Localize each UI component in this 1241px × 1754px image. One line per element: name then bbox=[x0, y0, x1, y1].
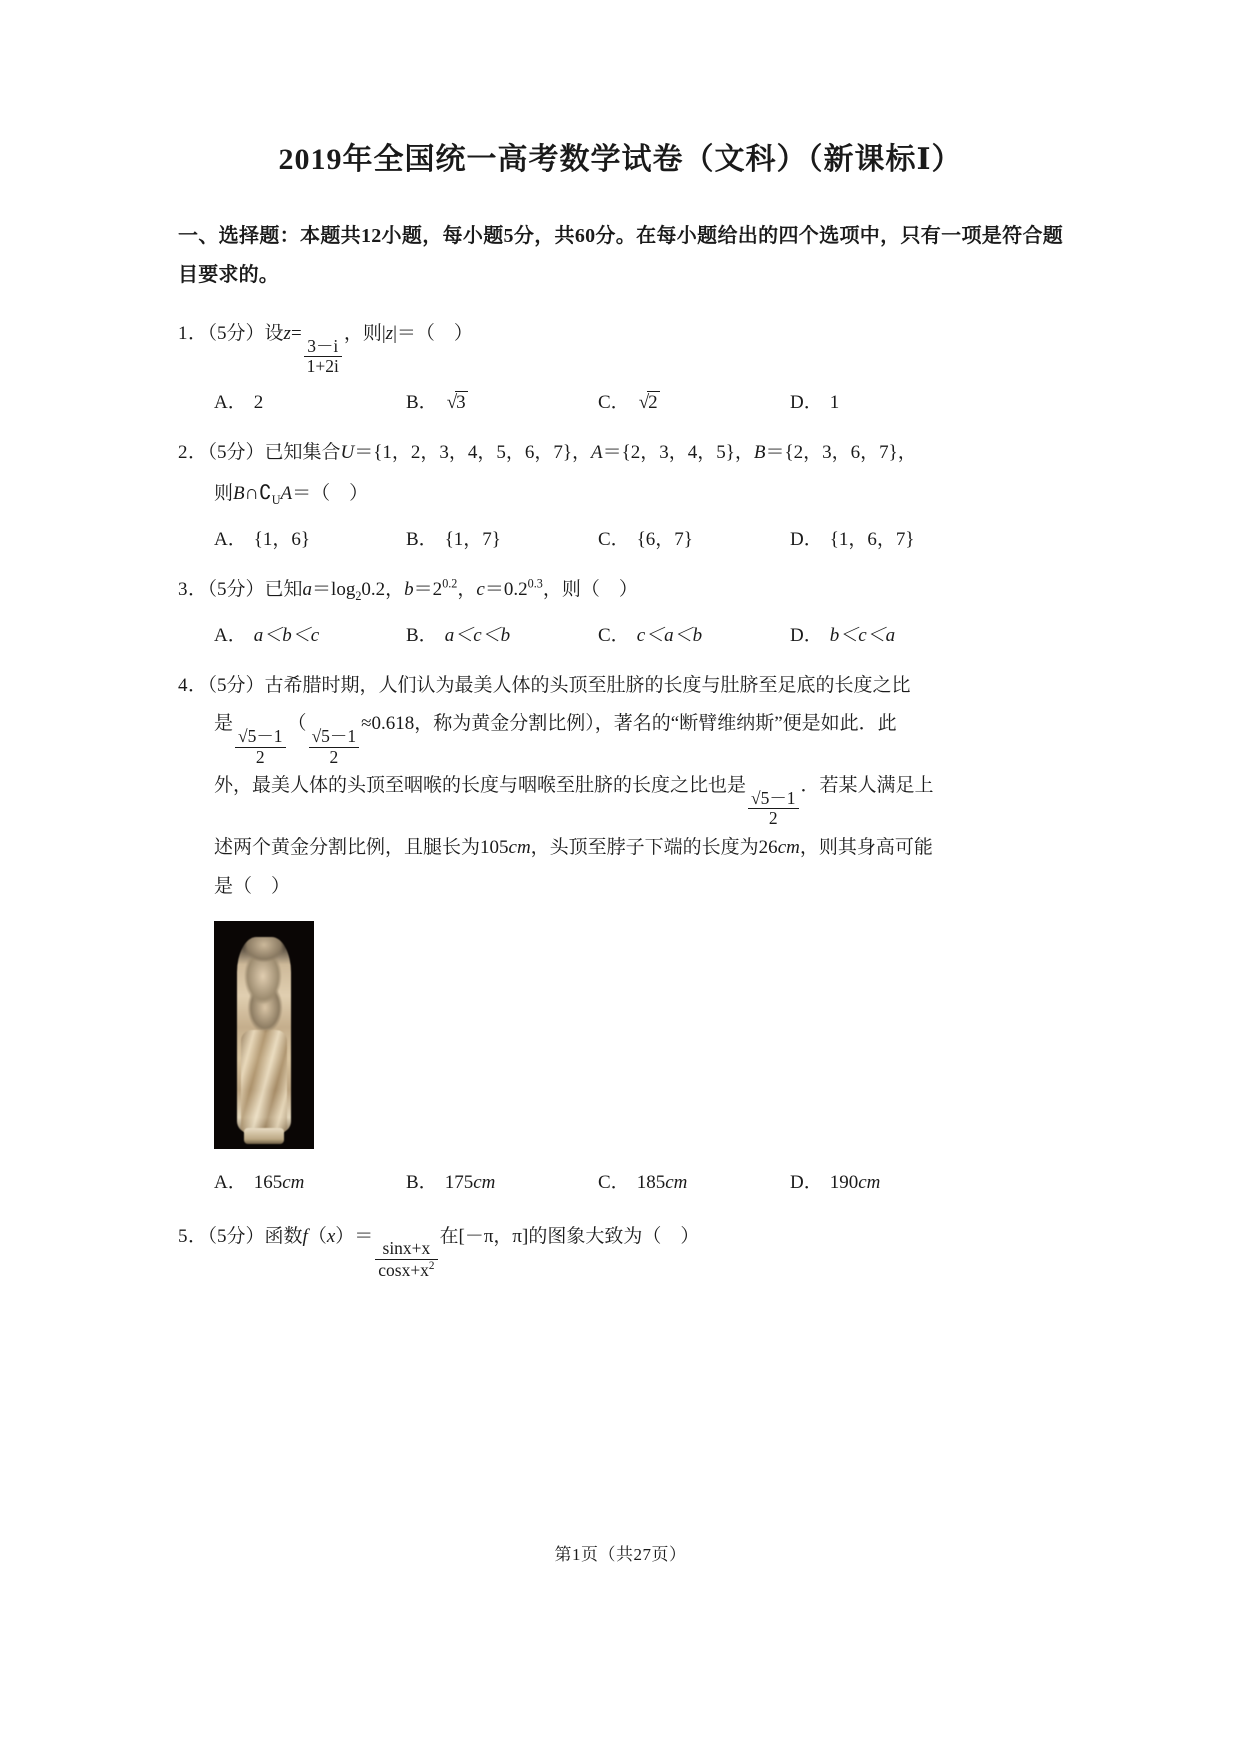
complement-icon: ∩∁ bbox=[244, 481, 272, 504]
question-1-option-c[interactable] bbox=[598, 387, 790, 414]
log-expression: ＝log bbox=[312, 578, 356, 600]
c-exponent: 0.3 bbox=[527, 576, 543, 591]
line2-tail: ＝（ ） bbox=[292, 482, 369, 504]
complement-subscript: U bbox=[271, 492, 281, 507]
paren-close-equals: ）＝ bbox=[335, 1225, 374, 1247]
option-text: c＜a＜b bbox=[636, 624, 703, 646]
venus-de-milo-image bbox=[214, 921, 314, 1149]
question-1-option-a[interactable] bbox=[214, 387, 406, 414]
golden-ratio-fraction-1 bbox=[235, 727, 286, 767]
fraction-denominator: 1+2i bbox=[306, 356, 339, 377]
question-5 bbox=[178, 1218, 1063, 1281]
question-4-option-b[interactable] bbox=[406, 1167, 598, 1194]
separator: ， bbox=[457, 578, 477, 600]
question-4-line4 bbox=[178, 829, 1063, 868]
b-exponent: 0.2 bbox=[442, 576, 458, 591]
option-text: 2 bbox=[253, 391, 264, 413]
question-3-tail: ，则（ ） bbox=[542, 578, 638, 600]
set-b-value: ＝{2，3，6，7}， bbox=[765, 441, 917, 463]
fraction-denominator bbox=[375, 1260, 437, 1280]
line2-set-a: A bbox=[280, 482, 293, 504]
option-text: a＜c＜b bbox=[444, 624, 511, 646]
fraction-numerator: sinx+x bbox=[375, 1239, 437, 1260]
denominator-base: cosx+x bbox=[378, 1259, 429, 1280]
option-label: B． bbox=[406, 528, 438, 550]
option-text: 165 bbox=[253, 1171, 283, 1193]
question-4-line5 bbox=[178, 868, 1063, 907]
question-1-option-d[interactable] bbox=[790, 387, 982, 414]
option-label: D． bbox=[790, 528, 823, 550]
denominator-exponent: 2 bbox=[428, 1259, 435, 1272]
question-1-stem-tail: |＝（ ） bbox=[393, 323, 473, 344]
question-5-stem: 函数 bbox=[264, 1225, 303, 1247]
question-3-score: （5分） bbox=[207, 578, 265, 600]
paren-open: （ bbox=[307, 1225, 327, 1247]
option-text: {1，7} bbox=[444, 528, 501, 550]
question-3-option-d[interactable] bbox=[790, 620, 982, 647]
option-text: {1，6，7} bbox=[829, 528, 915, 550]
option-text: 190 bbox=[829, 1171, 859, 1193]
option-unit: cm bbox=[858, 1171, 881, 1193]
question-1-score: （5分） bbox=[207, 323, 265, 344]
question-5-fraction bbox=[375, 1239, 437, 1280]
golden-ratio-fraction-3 bbox=[748, 789, 799, 829]
option-label: B． bbox=[406, 391, 438, 413]
variable-c: c bbox=[476, 578, 485, 600]
fraction-numerator: √5－1 bbox=[309, 727, 360, 748]
option-text: 1 bbox=[829, 391, 840, 413]
question-1-abs-variable: z bbox=[385, 323, 394, 344]
question-2-score: （5分） bbox=[207, 441, 265, 463]
question-3-options bbox=[178, 620, 1063, 647]
question-2 bbox=[178, 434, 1063, 514]
option-text: {1，6} bbox=[253, 528, 310, 550]
fraction-denominator: 2 bbox=[768, 808, 778, 829]
line4-part-a: 述两个黄金分割比例，且腿长为105 bbox=[214, 836, 509, 858]
option-unit: cm bbox=[473, 1171, 496, 1193]
question-3-option-a[interactable] bbox=[214, 620, 406, 647]
question-1-stem: 设 bbox=[264, 323, 284, 344]
set-a-value: ＝{2，3，4，5}， bbox=[602, 441, 754, 463]
log-argument: 0.2， bbox=[361, 578, 405, 600]
golden-ratio-fraction-2 bbox=[309, 727, 360, 767]
question-2-option-c[interactable] bbox=[598, 524, 790, 551]
question-3-option-b[interactable] bbox=[406, 620, 598, 647]
question-3 bbox=[178, 571, 1063, 610]
line2-set-b: B bbox=[233, 482, 245, 504]
question-4-score: （5分） bbox=[207, 674, 265, 696]
line2-lead: 则 bbox=[214, 482, 234, 504]
fraction-numerator: √5－1 bbox=[748, 789, 799, 810]
option-text: 175 bbox=[444, 1171, 474, 1193]
question-2-stem: 已知集合 bbox=[264, 441, 341, 463]
question-5-number: 5． bbox=[178, 1225, 208, 1247]
page-footer: 第1页（共27页） bbox=[554, 1545, 687, 1564]
question-1-option-b[interactable] bbox=[406, 387, 598, 414]
question-2-number: 2． bbox=[178, 441, 208, 463]
statue-base bbox=[244, 1128, 284, 1144]
b-expression: ＝2 bbox=[413, 578, 443, 600]
option-label: B． bbox=[406, 1171, 438, 1193]
option-label: C． bbox=[598, 528, 630, 550]
option-label: C． bbox=[598, 624, 630, 646]
question-5-score: （5分） bbox=[207, 1225, 265, 1247]
question-1-number: 1． bbox=[178, 323, 208, 344]
question-4-line2 bbox=[178, 705, 1063, 767]
section-heading: 一、选择题：本题共12小题，每小题5分，共60分。在每小题给出的四个选项中，只有一项是符合题目要求的。 bbox=[178, 225, 1063, 286]
option-label: D． bbox=[790, 624, 823, 646]
option-label: C． bbox=[598, 391, 630, 413]
question-5-tail: 在[－π，π]的图象大致为（ ） bbox=[439, 1225, 700, 1247]
fraction-denominator: 2 bbox=[255, 746, 265, 767]
option-label: D． bbox=[790, 391, 823, 413]
variable-b: b bbox=[404, 578, 414, 600]
question-2-option-b[interactable] bbox=[406, 524, 598, 551]
question-1-stem-after: ，则| bbox=[343, 323, 386, 344]
log-base: 2 bbox=[355, 588, 362, 603]
option-label: A． bbox=[214, 528, 247, 550]
option-unit: cm bbox=[282, 1171, 305, 1193]
option-label: C． bbox=[598, 1171, 630, 1193]
question-4-options bbox=[178, 1167, 1063, 1194]
line3-lead: 外，最美人体的头顶至咽喉的长度与咽喉至肚脐的长度之比也是 bbox=[214, 775, 747, 797]
set-u: U bbox=[340, 441, 355, 463]
c-expression: ＝0.2 bbox=[484, 578, 528, 600]
unit-cm: cm bbox=[777, 836, 800, 858]
question-1-fraction bbox=[304, 337, 342, 377]
question-3-number: 3． bbox=[178, 578, 208, 600]
line5-text: 是（ ） bbox=[214, 875, 291, 897]
question-1-equals: = bbox=[290, 323, 302, 344]
unit-cm: cm bbox=[508, 836, 531, 858]
line2-lead: 是 bbox=[214, 713, 234, 735]
set-a: A bbox=[591, 441, 603, 463]
line4-part-b: ，头顶至脖子下端的长度为26 bbox=[530, 836, 778, 858]
option-label: A． bbox=[214, 1171, 247, 1193]
fraction-numerator: √5－1 bbox=[235, 727, 286, 748]
question-4-line1: 古希腊时期，人们认为最美人体的头顶至肚脐的长度与肚脐至足底的长度之比 bbox=[264, 674, 911, 696]
question-4-option-d[interactable] bbox=[790, 1167, 982, 1194]
sqrt-icon: √3 bbox=[446, 391, 466, 413]
question-2-option-a[interactable] bbox=[214, 524, 406, 551]
question-3-stem: 已知 bbox=[264, 578, 303, 600]
question-4-line3 bbox=[178, 767, 1063, 829]
function-f: f bbox=[302, 1225, 308, 1247]
variable-x: x bbox=[326, 1225, 336, 1247]
line2-approx: ≈0.618，称为黄金分割比例），著名的“断臂维纳斯”便是如此．此 bbox=[361, 713, 897, 735]
option-text: b＜c＜a bbox=[829, 624, 896, 646]
fraction-denominator: 2 bbox=[329, 746, 339, 767]
set-b: B bbox=[753, 441, 766, 463]
option-text: 3 bbox=[456, 391, 466, 413]
question-1 bbox=[178, 315, 1063, 377]
option-text: {6，7} bbox=[636, 528, 693, 550]
question-2-line2 bbox=[178, 473, 1063, 514]
question-1-options bbox=[178, 387, 1063, 414]
question-2-option-d[interactable] bbox=[790, 524, 1000, 551]
line4-part-c: ，则其身高可能 bbox=[799, 836, 933, 858]
page-title: 2019年全国统一高考数学试卷（文科）（新课标Ⅰ） bbox=[278, 143, 963, 176]
question-3-option-c[interactable] bbox=[598, 620, 790, 647]
option-label: D． bbox=[790, 1171, 823, 1193]
question-4-option-c[interactable] bbox=[598, 1167, 790, 1194]
fraction-numerator: 3－i bbox=[304, 337, 342, 358]
option-text: a＜b＜c bbox=[253, 624, 320, 646]
question-4 bbox=[178, 667, 1063, 907]
sqrt-icon: √2 bbox=[638, 391, 658, 413]
option-label: B． bbox=[406, 624, 438, 646]
option-label: A． bbox=[214, 391, 247, 413]
option-label: A． bbox=[214, 624, 247, 646]
option-text: 185 bbox=[636, 1171, 666, 1193]
question-4-option-a[interactable] bbox=[214, 1167, 406, 1194]
question-1-variable-z: z bbox=[283, 323, 291, 344]
question-4-number: 4． bbox=[178, 674, 208, 696]
option-unit: cm bbox=[665, 1171, 688, 1193]
variable-a: a bbox=[302, 578, 313, 600]
statue-drape bbox=[241, 1030, 287, 1135]
question-2-options bbox=[178, 524, 1063, 551]
set-u-value: ＝{1，2，3，4，5，6，7}， bbox=[354, 441, 592, 463]
option-text: 2 bbox=[648, 391, 658, 413]
line3-tail: ．若某人满足上 bbox=[800, 775, 934, 797]
paren-open: （ bbox=[287, 713, 307, 735]
